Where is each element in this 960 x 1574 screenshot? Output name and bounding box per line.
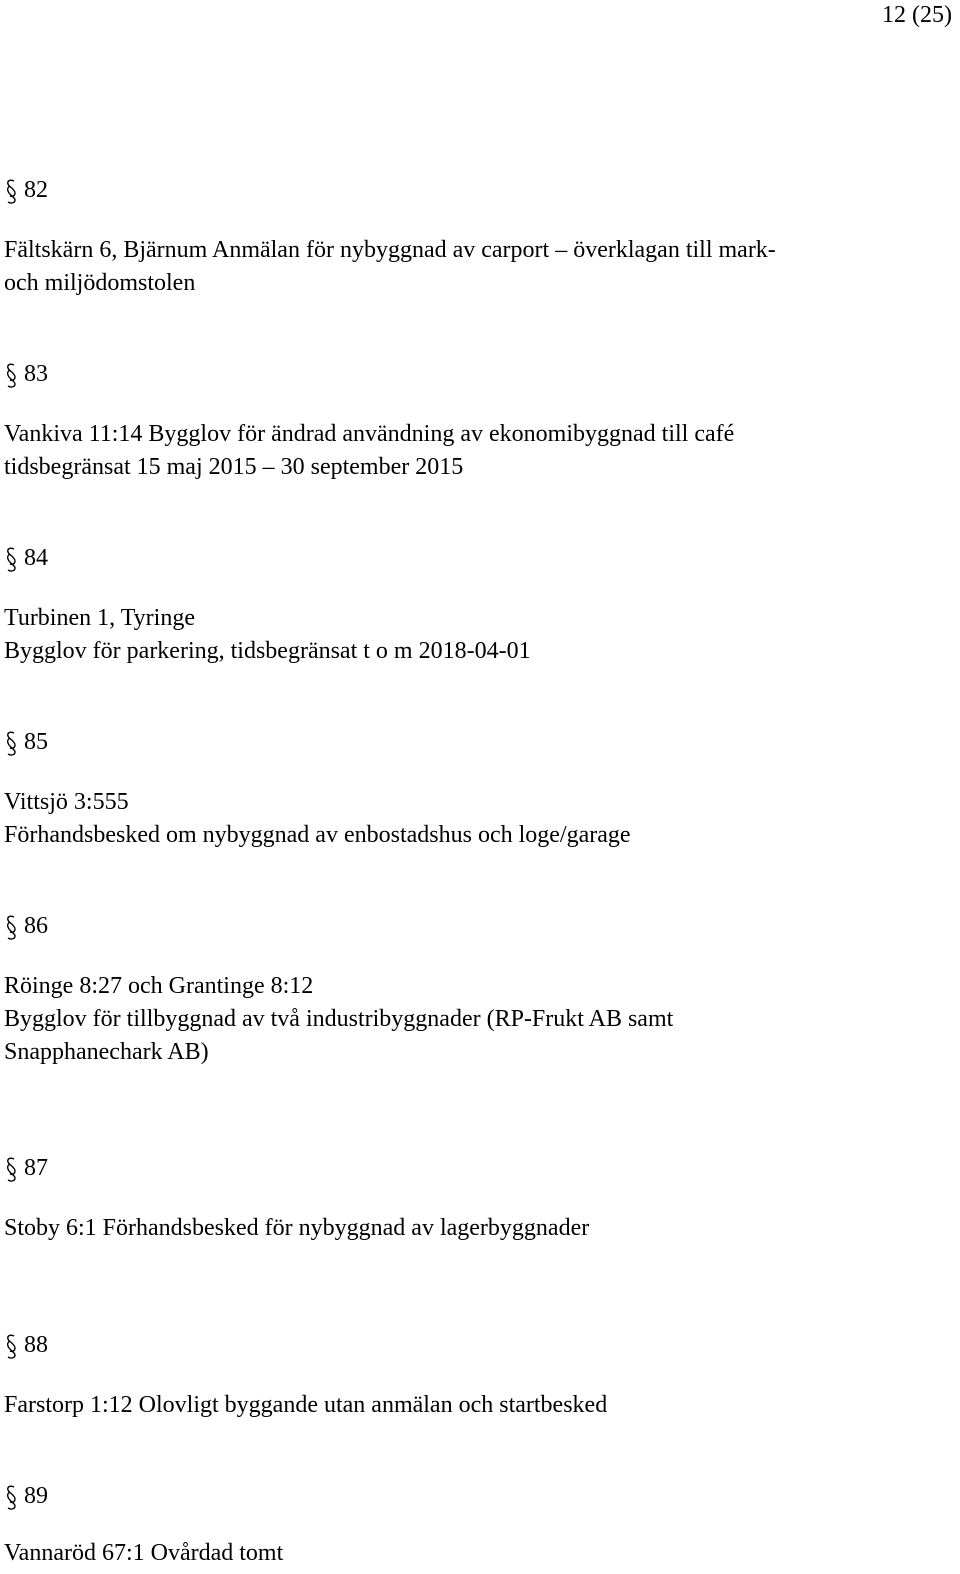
paragraph-heading xyxy=(4,1330,944,1360)
paragraph-title xyxy=(4,1212,944,1245)
paragraph-number: 88 xyxy=(24,1332,48,1358)
paragraph-83 xyxy=(4,359,944,484)
paragraph-heading xyxy=(4,359,944,389)
paragraph-87 xyxy=(4,1153,944,1245)
section-sign-icon xyxy=(4,1330,18,1360)
paragraph-number: 83 xyxy=(24,361,48,387)
paragraph-title xyxy=(4,234,944,300)
paragraph-title xyxy=(4,786,944,852)
section-sign-icon xyxy=(4,175,18,205)
paragraph-title-line: Vannaröd 67:1 Ovårdad tomt xyxy=(4,1540,284,1566)
paragraph-title xyxy=(4,970,944,1069)
section-sign-icon xyxy=(4,1481,18,1511)
paragraph-title-line: Bygglov för parkering, tidsbegränsat t o m 2018-04-01 xyxy=(4,638,531,664)
paragraph-85 xyxy=(4,727,944,852)
paragraph-84 xyxy=(4,543,944,668)
paragraph-number: 82 xyxy=(24,177,48,203)
paragraph-title-line: Stoby 6:1 Förhandsbesked för nybyggnad av lagerbyggnader xyxy=(4,1215,590,1241)
paragraph-heading xyxy=(4,1481,944,1511)
section-sign-icon xyxy=(4,1153,18,1183)
paragraph-number: 89 xyxy=(24,1483,48,1509)
page-number: 12 (25) xyxy=(882,2,952,28)
paragraph-title-line: Förhandsbesked om nybyggnad av enbostadshus och loge/garage xyxy=(4,822,631,848)
paragraph-heading xyxy=(4,727,944,757)
paragraph-number: 86 xyxy=(24,913,48,939)
paragraph-heading xyxy=(4,175,944,205)
paragraph-title xyxy=(4,1389,944,1422)
paragraph-heading xyxy=(4,1153,944,1183)
paragraph-title-line: Röinge 8:27 och Grantinge 8:12 xyxy=(4,973,314,999)
paragraph-89 xyxy=(4,1481,944,1570)
paragraph-heading xyxy=(4,543,944,573)
paragraph-number: 84 xyxy=(24,545,48,571)
paragraph-title-line: Vankiva 11:14 Bygglov för ändrad användning av ekonomibyggnad till café xyxy=(4,421,735,447)
paragraph-number: 85 xyxy=(24,729,48,755)
paragraph-title-line: Vittsjö 3:555 xyxy=(4,789,129,815)
paragraph-number: 87 xyxy=(24,1155,48,1181)
paragraph-title-line: och miljödomstolen xyxy=(4,270,196,296)
paragraph-title-line: Turbinen 1, Tyringe xyxy=(4,605,195,631)
section-sign-icon xyxy=(4,543,18,573)
paragraph-title-line: Fältskärn 6, Bjärnum Anmälan för nybyggnad av carport – överklagan till mark- xyxy=(4,237,776,263)
paragraph-title-line: Farstorp 1:12 Olovligt byggande utan anmälan och startbesked xyxy=(4,1392,608,1418)
section-sign-icon xyxy=(4,911,18,941)
paragraph-88 xyxy=(4,1330,944,1422)
paragraph-title xyxy=(4,418,944,484)
section-sign-icon xyxy=(4,727,18,757)
paragraph-title-line: Snapphanechark AB) xyxy=(4,1039,209,1065)
paragraph-heading xyxy=(4,911,944,941)
paragraph-title xyxy=(4,602,944,668)
paragraph-title xyxy=(4,1537,944,1570)
paragraph-title-line: tidsbegränsat 15 maj 2015 – 30 september 2015 xyxy=(4,454,464,480)
paragraph-title-line: Bygglov för tillbyggnad av två industribyggnader (RP-Frukt AB samt xyxy=(4,1006,674,1032)
paragraph-82 xyxy=(4,175,944,300)
paragraph-86 xyxy=(4,911,944,1069)
section-sign-icon xyxy=(4,359,18,389)
